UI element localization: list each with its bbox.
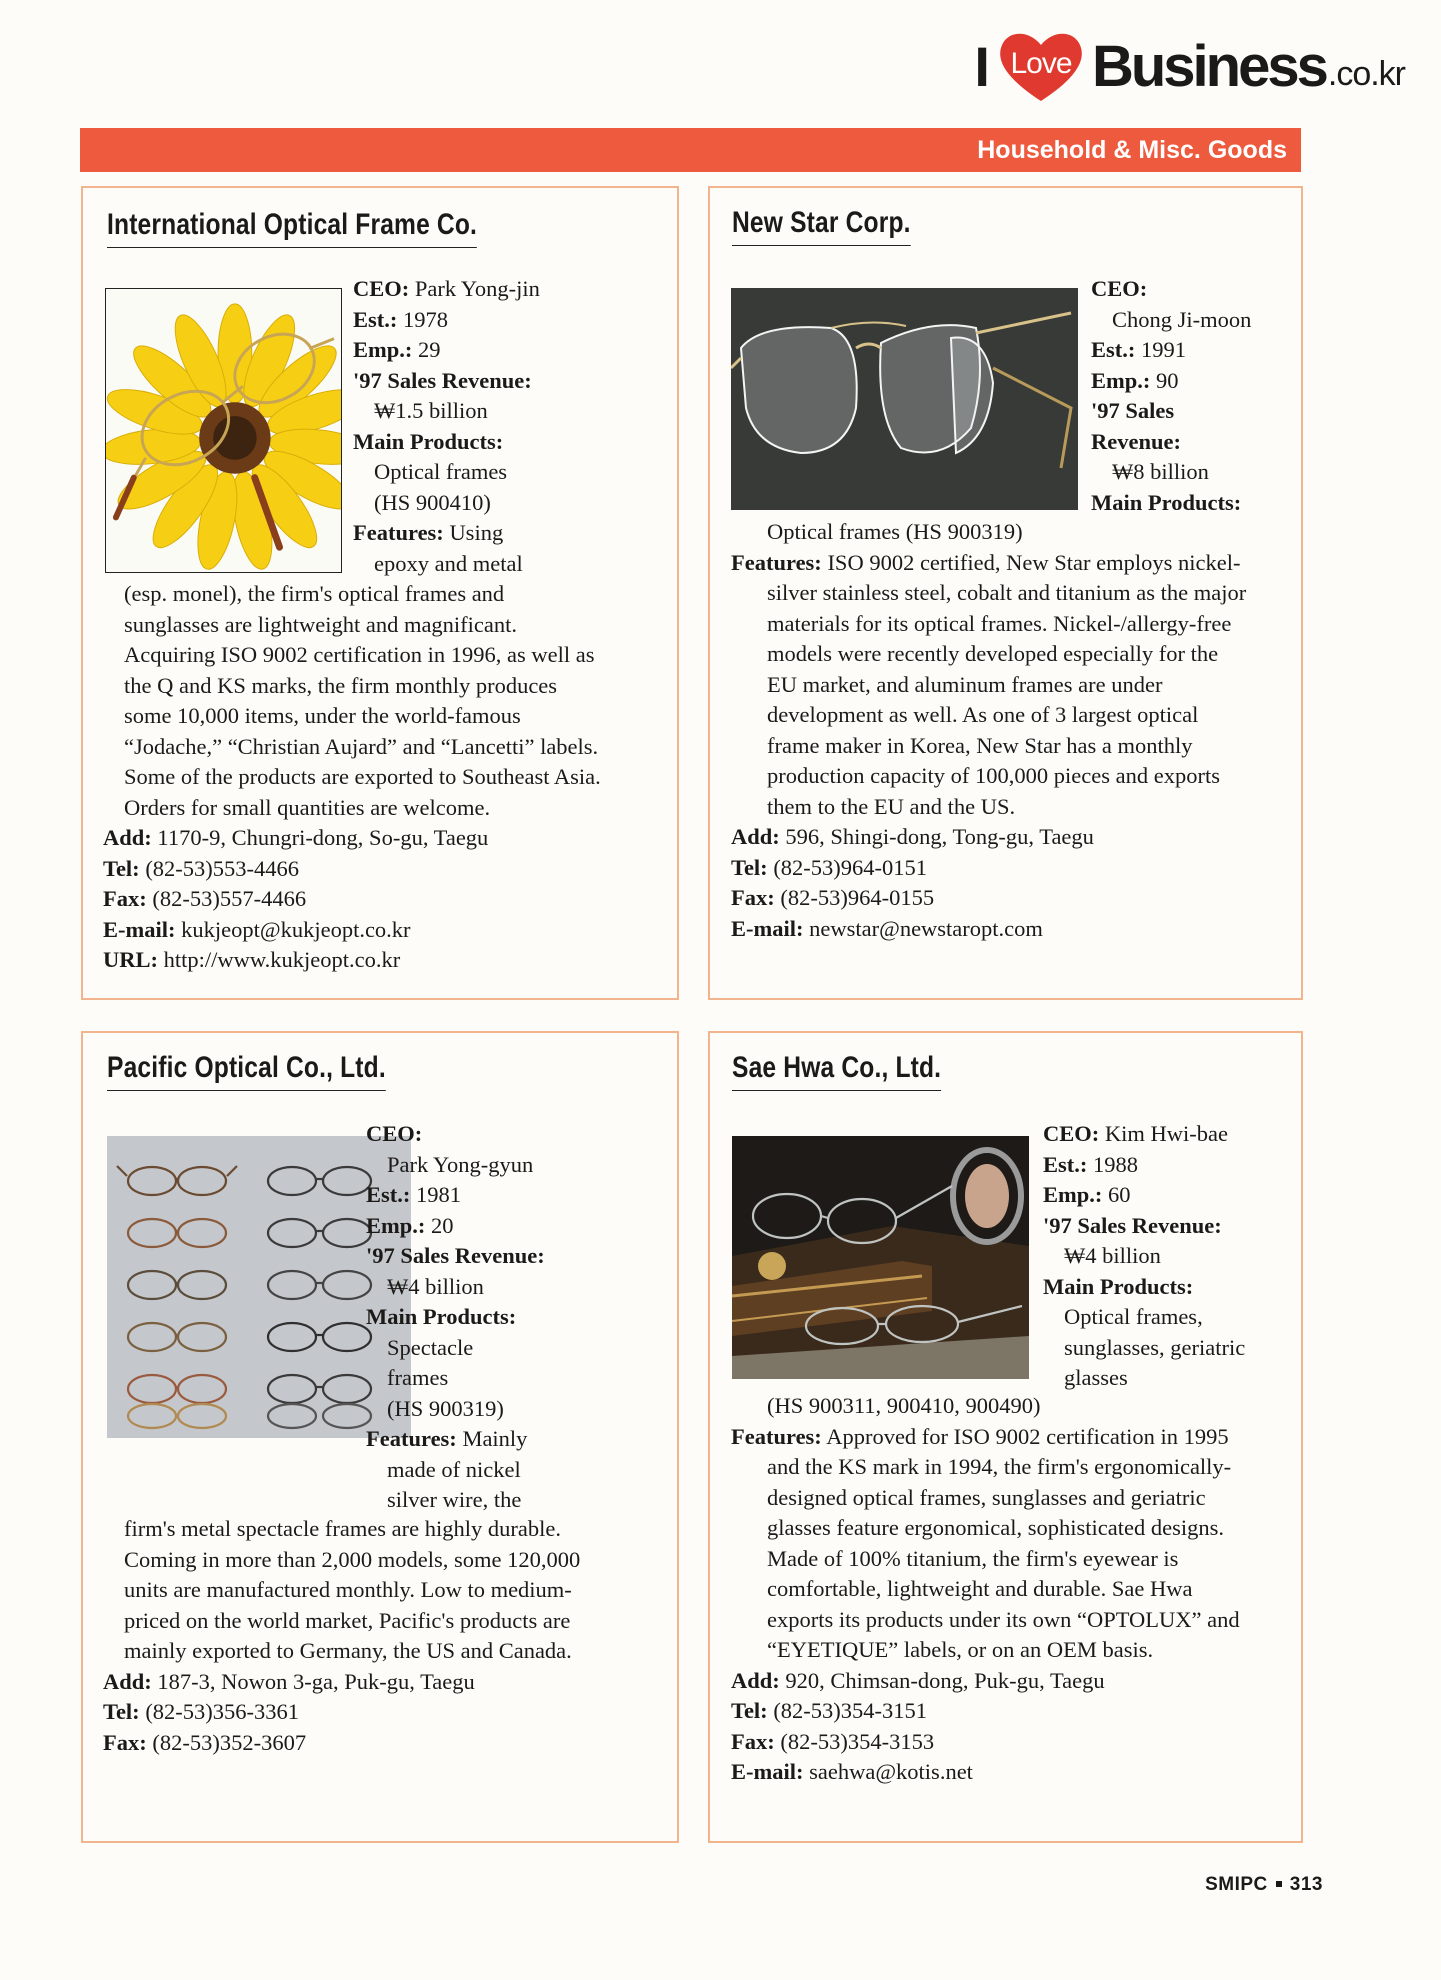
ceo-value: Chong Ji-moon	[1112, 306, 1252, 332]
logo-domain: .co.kr	[1327, 54, 1405, 93]
tel-value: (82-53)356-3361	[145, 1699, 300, 1724]
products-label: Main Products:	[1043, 1273, 1194, 1299]
fax-value: (82-53)964-0155	[780, 885, 935, 910]
address-label: Add:	[103, 1668, 152, 1694]
description-line: Orders for small quantities are welcome.	[124, 794, 491, 820]
fax-label: Fax:	[731, 1728, 775, 1754]
address-value: 1170-9, Chungri-dong, So-gu, Taegu	[157, 825, 489, 850]
revenue-label: '97 Sales Revenue:	[353, 367, 532, 393]
products-line: (HS 900319)	[387, 1395, 504, 1421]
description-line: silver stainless steel, cobalt and titanium as the major	[767, 580, 1247, 605]
glasses-on-book-photo	[732, 1136, 1029, 1379]
est-value: 1988	[1093, 1151, 1138, 1177]
description-line: the Q and KS marks, the firm monthly produces	[124, 672, 558, 698]
email-value: newstar@newstaropt.com	[809, 915, 1043, 941]
description-line: firm's metal spectacle frames are highly durable.	[124, 1516, 561, 1541]
ceo-value: Park Yong-gyun	[387, 1151, 534, 1177]
products-line: (HS 900311, 900410, 900490)	[767, 1393, 1041, 1418]
description-line: Acquiring ISO 9002 certification in 1996, as well as	[124, 642, 595, 667]
features-line: epoxy and metal	[374, 550, 523, 576]
tel-label: Tel:	[103, 1699, 140, 1724]
company-facts	[366, 1119, 545, 1516]
logo-heart-text: Love	[1010, 47, 1072, 80]
logo-main: Business	[1091, 33, 1326, 99]
description-line: them to the EU and the US.	[767, 793, 1016, 819]
emp-value: 29	[418, 337, 441, 362]
products-label: Main Products:	[1091, 489, 1242, 515]
features-line: Approved for ISO 9002 certification in 1995	[826, 1423, 1229, 1449]
revenue-label: '97 Sales Revenue:	[366, 1243, 545, 1268]
features-label: Features:	[731, 1423, 822, 1449]
description-line: comfortable, lightweight and durable. Sae Hwa	[767, 1576, 1193, 1601]
address-value: 920, Chimsan-dong, Puk-gu, Taegu	[785, 1667, 1105, 1693]
company-name: International Optical Frame Co.	[107, 208, 477, 248]
sunflower-glasses-photo	[105, 288, 342, 573]
est-label: Est.:	[1091, 337, 1136, 362]
email-label: E-mail:	[103, 916, 176, 942]
ceo-value: Park Yong-jin	[414, 276, 540, 301]
description-line: models were recently developed especially for the	[767, 641, 1219, 666]
company-name: Sae Hwa Co., Ltd.	[732, 1051, 941, 1091]
address-label: Add:	[731, 824, 780, 849]
revenue-value: ₩4 billion	[387, 1273, 484, 1299]
description-line: priced on the world market, Pacific's products are	[124, 1607, 571, 1633]
products-label: Main Products:	[353, 428, 504, 454]
emp-value: 60	[1108, 1182, 1131, 1207]
features-label: Features:	[353, 520, 444, 545]
description-line: units are manufactured monthly. Low to medium-	[124, 1577, 572, 1602]
description-line: production capacity of 100,000 pieces and exports	[767, 763, 1220, 788]
est-value: 1981	[416, 1182, 461, 1207]
emp-label: Emp.:	[1043, 1182, 1103, 1207]
fax-label: Fax:	[731, 885, 775, 910]
features-line: silver wire, the	[387, 1487, 522, 1512]
features-line: ISO 9002 certified, New Star employs nickel-	[827, 549, 1241, 575]
ceo-label: CEO:	[1043, 1121, 1100, 1146]
description-line: glasses feature ergonomical, sophisticated designs.	[767, 1515, 1224, 1540]
products-line: (HS 900410)	[374, 489, 491, 515]
fax-label: Fax:	[103, 1729, 147, 1755]
description-line: frame maker in Korea, New Star has a monthly	[767, 732, 1193, 758]
revenue-label: '97 Sales	[1091, 398, 1175, 423]
ceo-value: Kim Hwi-bae	[1104, 1121, 1228, 1146]
features-label: Features:	[731, 549, 822, 575]
description-line: EU market, and aluminum frames are under	[767, 671, 1163, 697]
tel-value: (82-53)964-0151	[773, 854, 928, 880]
tel-label: Tel:	[103, 855, 140, 881]
revenue-label: '97 Sales Revenue:	[1043, 1212, 1222, 1238]
description-line: “Jodache,” “Christian Aujard” and “Lancetti” labels.	[124, 733, 599, 759]
company-description	[103, 1514, 580, 1758]
features-line: made of nickel	[387, 1456, 521, 1482]
tel-label: Tel:	[731, 854, 768, 880]
emp-value: 20	[431, 1212, 454, 1238]
email-value: kukjeopt@kukjeopt.co.kr	[181, 916, 411, 942]
features-line: Using	[449, 520, 504, 545]
site-logo	[974, 26, 1405, 106]
address-value: 596, Shingi-dong, Tong-gu, Taegu	[785, 824, 1094, 849]
products-line: Optical frames	[374, 459, 508, 484]
description-line: exports its products under its own “OPTOLUX” and	[767, 1606, 1240, 1632]
features-label: Features:	[366, 1426, 457, 1451]
ceo-label: CEO:	[366, 1121, 423, 1146]
fax-value: (82-53)352-3607	[152, 1729, 307, 1755]
products-line: Optical frames (HS 900319)	[767, 519, 1023, 544]
description-line: mainly exported to Germany, the US and Canada.	[124, 1638, 572, 1663]
est-label: Est.:	[353, 306, 398, 332]
company-card-international-optical	[81, 186, 679, 1000]
tel-value: (82-53)354-3151	[773, 1698, 928, 1723]
est-label: Est.:	[1043, 1151, 1088, 1177]
products-label: Main Products:	[366, 1304, 517, 1329]
section-label: Household & Misc. Goods	[977, 136, 1287, 164]
address-label: Add:	[731, 1667, 780, 1693]
section-banner	[80, 128, 1301, 172]
fax-value: (82-53)354-3153	[780, 1728, 935, 1754]
ceo-label: CEO:	[353, 276, 410, 301]
company-facts	[1043, 1119, 1245, 1394]
company-description	[103, 579, 601, 976]
page-number: 313	[1289, 1874, 1323, 1895]
revenue-label: Revenue:	[1091, 428, 1181, 454]
company-description	[731, 1391, 1240, 1788]
emp-value: 90	[1156, 367, 1179, 393]
est-value: 1991	[1141, 337, 1186, 362]
company-facts	[1091, 274, 1251, 518]
email-label: E-mail:	[731, 915, 804, 941]
description-line: and the KS mark in 1994, the firm's ergonomically-	[767, 1454, 1232, 1479]
address-label: Add:	[103, 825, 152, 850]
description-line: materials for its optical frames. Nickel-/allergy-free	[767, 610, 1232, 636]
company-description	[731, 517, 1246, 944]
revenue-value: ₩4 billion	[1064, 1243, 1161, 1268]
description-line: development as well. As one of 3 largest optical	[767, 702, 1199, 727]
products-line: Optical frames,	[1064, 1304, 1203, 1329]
emp-label: Emp.:	[366, 1212, 426, 1238]
company-card-pacific-optical	[81, 1031, 679, 1843]
products-line: glasses	[1064, 1365, 1128, 1390]
url-label: URL:	[103, 947, 158, 972]
revenue-value: ₩1.5 billion	[374, 398, 488, 423]
company-name: Pacific Optical Co., Ltd.	[107, 1051, 386, 1091]
revenue-value: ₩8 billion	[1112, 459, 1209, 484]
logo-prefix: I	[974, 34, 988, 98]
company-card-sae-hwa	[708, 1031, 1303, 1843]
description-line: some 10,000 items, under the world-famous	[124, 703, 521, 728]
publication-name: SMIPC	[1205, 1874, 1268, 1895]
description-line: Some of the products are exported to Southeast Asia.	[124, 764, 601, 789]
products-line: Spectacle	[387, 1334, 474, 1360]
emp-label: Emp.:	[1091, 367, 1151, 393]
products-line: sunglasses, geriatric	[1064, 1334, 1246, 1360]
description-line: Made of 100% titanium, the firm's eyewear is	[767, 1545, 1179, 1571]
emp-label: Emp.:	[353, 337, 413, 362]
description-line: “EYETIQUE” labels, or on an OEM basis.	[767, 1637, 1154, 1662]
description-line: sunglasses are lightweight and magnificant.	[124, 611, 518, 637]
page-footer	[1205, 1874, 1323, 1896]
url-value: http://www.kukjeopt.co.kr	[163, 947, 401, 972]
tel-value: (82-53)553-4466	[145, 855, 300, 881]
company-facts	[353, 274, 540, 579]
description-line: designed optical frames, sunglasses and geriatric	[767, 1484, 1206, 1510]
separator-dot	[1276, 1881, 1282, 1887]
fax-label: Fax:	[103, 886, 147, 911]
products-line: frames	[387, 1365, 449, 1390]
features-line: Mainly	[462, 1426, 528, 1451]
company-name: New Star Corp.	[732, 206, 911, 246]
address-value: 187-3, Nowon 3-ga, Puk-gu, Taegu	[157, 1668, 475, 1694]
company-card-new-star	[708, 186, 1303, 1000]
email-label: E-mail:	[731, 1759, 804, 1784]
safety-glasses-photo	[731, 288, 1078, 510]
description-line: (esp. monel), the firm's optical frames and	[124, 581, 505, 606]
fax-value: (82-53)557-4466	[152, 886, 307, 911]
email-value: saehwa@kotis.net	[809, 1759, 973, 1784]
ceo-label: CEO:	[1091, 276, 1148, 301]
est-label: Est.:	[366, 1182, 411, 1207]
description-line: Coming in more than 2,000 models, some 120,000	[124, 1546, 581, 1572]
tel-label: Tel:	[731, 1698, 768, 1723]
est-value: 1978	[403, 306, 448, 332]
heart-icon	[996, 27, 1086, 105]
